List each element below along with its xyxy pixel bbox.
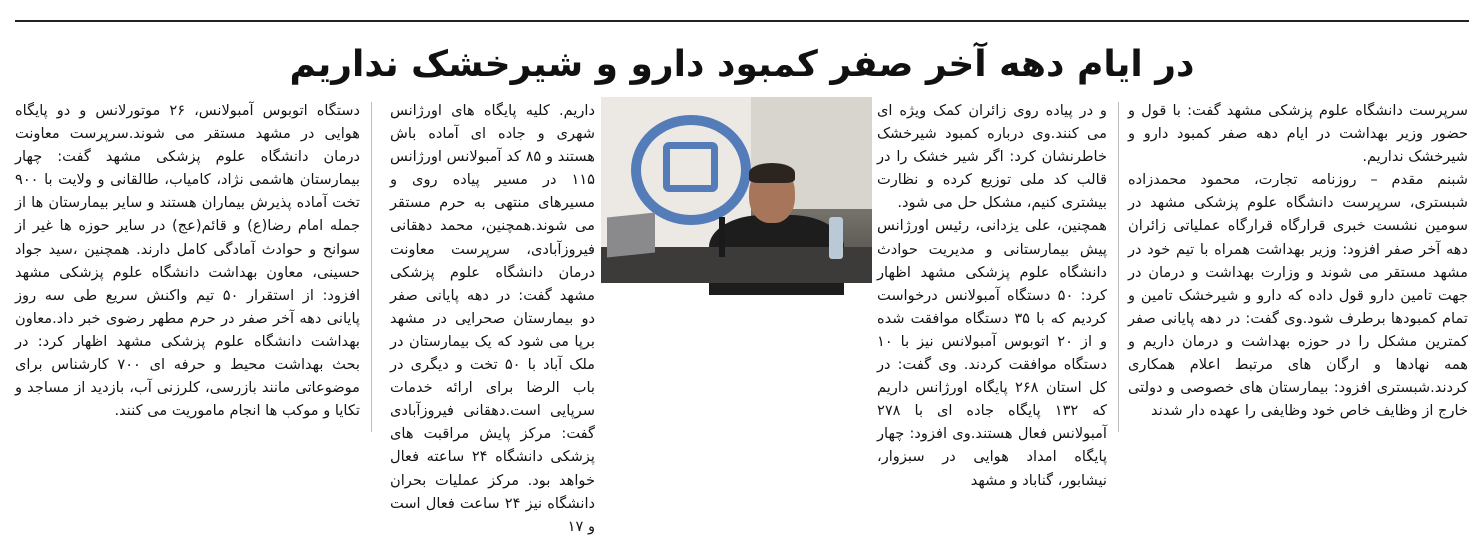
article-column-1: [1128, 99, 1468, 433]
headline: در ایام دهه آخر صفر کمبود دارو و شیرخشک نداریم: [289, 44, 1195, 85]
bottle-icon: [829, 217, 843, 259]
article-column-3: [390, 99, 596, 535]
top-rule: [15, 20, 1469, 22]
column-4-paragraph-1: دستگاه اتوبوس آمبولانس، ۲۶ موتورلانس و دو پایگاه هوایی در مشهد مستقر می شوند.سرپرست معاونت درمان دانشگاه علوم پزشکی مشهد گفت: چهار بیمارستان هاشمی نژاد، کامیاب، طالقانی و ولایت با ۹۰۰ تخت آماده پذیرش بیماران هستند و سایر بیمارستان ها از جمله امام رضا(ع) و قائم(عج) در سایر حوزه ها غیر از سوانح و حوادث آمادگی کامل دارند. همچنین ،سید جواد حسینی، معاون بهداشت دانشگاه علوم پزشکی مشهد افزود: از استقرار ۵۰ تیم واکنش سریع طی سه روز پایانی دهه آخر صفر در حرم مطهر رضوی خبر داد.معاون بهداشت دانشگاه علوم پزشکی مشهد اظهار کرد: در بحث بهداشت محیط و حرفه ای ۷۰۰ کارشناس برای موضوعاتی مانند بازرسی، کلرزنی آب، بازدید از مساجد و تکایا و موکب ها انجام ماموریت می کنند.: [15, 102, 360, 420]
article-column-2: [877, 99, 1107, 489]
microphone-icon: [719, 217, 725, 257]
column-1-paragraph-2: شبنم مقدم – روزنامه تجارت، محمود محمدزاده شبستری، سرپرست دانشگاه علوم پزشکی مشهد در سومین نشست خبری قرارگاه قرارگاه عملیاتی زائران دهه آخر صفر افزود: وزیر بهداشت همراه با تیم خود در مشهد مستقر می شوند و وزارت بهداشت و درمان در جهت تامین دارو قول داده که دارو و شیرخشک تامین و تمام کمبودها برطرف شود.وی گفت: در دهه پایانی صفر کمترین مشکل را در حوزه بهداشت و درمان داریم و همه نهادها و ارگان های مرتبط اعلام همکاری کردند.شبستری افزود: بیمارستان های خصوصی و دولتی خارج از وظایف خاص خود وظایفی را عهده دار شدند: [1128, 171, 1468, 420]
article-column-3-continued: [390, 292, 872, 432]
column-divider: [1118, 102, 1119, 432]
column-1-paragraph-1: سرپرست دانشگاه علوم پزشکی مشهد گفت: با قول و حضور وزیر بهداشت در ایام دهه صفر کمبود دارو و شیرخشک نداریم.: [1128, 102, 1468, 166]
column-2-paragraph-1: و در پیاده روی زائران کمک ویژه ای می کنند.وی درباره کمبود شیرخشک خاطرنشان کرد: اگر شیر خشک را در قالب کد ملی توزیع کرده و نظارت بیشتری کنیم، مشکل حل می شود.: [877, 102, 1107, 212]
emblem-inner-icon: [663, 142, 718, 192]
article-photo: [601, 97, 872, 283]
article-column-4: [15, 99, 360, 433]
column-3-paragraph-1: داریم. کلیه پایگاه های اورژانس شهری و جاده ای آماده باش هستند و ۸۵ کد آمبولانس اورژانس ۱۱۵ در مسیر پیاده روی و مسیرهای منتهی به حرم مستقر می شوند.همچنین، محمد دهقانی فیروزآبادی، سرپرست معاونت درمان دانشگاه علوم پزشکی مشهد گفت: در دهه پایانی صفر دو بیمارستان صحرایی در مشهد برپا می شود که یک بیمارستان در ملک آباد با ۵۰ تخت و دیگری در باب الرضا برای ارائه خدمات سرپایی است.دهقانی فیروزآبادی گفت: مرکز پایش مراقبت های پزشکی دانشگاه ۲۴ ساعته فعال خواهد بود. مرکز عملیات بحران دانشگاه نیز ۲۴ ساعت فعال است و ۱۷: [390, 102, 596, 535]
laptop-icon: [607, 212, 655, 257]
speaker-hair: [749, 163, 795, 183]
column-divider: [371, 102, 372, 432]
column-2-paragraph-2: همچنین، علی یزدانی، رئیس اورژانس پیش بیمارستانی و مدیریت حوادث دانشگاه علوم پزشکی مشهد اظهار کرد: ۵۰ دستگاه آمبولانس درخواست کردیم که با ۳۵ دستگاه موافقت شده و از ۲۰ اتوبوس آمبولانس نیز با ۱۰ دستگاه موافقت کردند. وی گفت: در کل استان ۲۶۸ پایگاه اورژانس داریم که ۱۳۲ پایگاه جاده ای با ۲۷۸ آمبولانس فعال هستند.وی افزود: چهار پایگاه امداد هوایی در سبزوار، نیشابور، گناباد و مشهد: [877, 217, 1107, 489]
